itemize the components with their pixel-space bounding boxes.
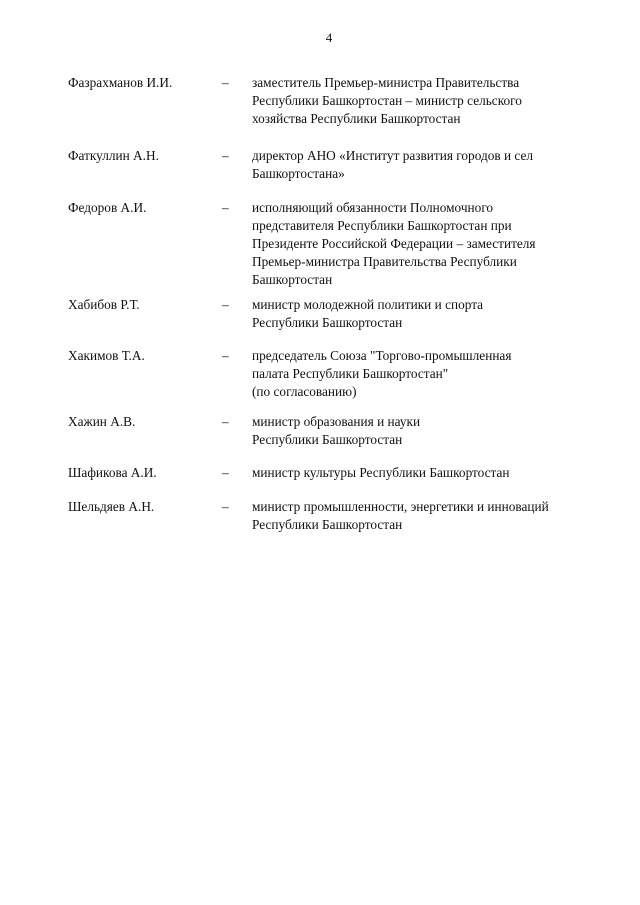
description-line: заместитель Премьер-министра Правительства (252, 75, 520, 90)
person-name: Фаткуллин А.Н. (68, 148, 159, 163)
description-line: Президенте Российской Федерации – заместителя (252, 236, 536, 251)
person-name: Шафикова А.И. (68, 465, 157, 480)
description-line: Премьер-министра Правительства Республики (252, 254, 517, 269)
description-line: хозяйства Республики Башкортостан (252, 111, 461, 126)
description-line: представителя Республики Башкортостан при (252, 218, 512, 233)
description-line: председатель Союза "Торгово-промышленная (252, 348, 512, 363)
position-description (252, 464, 622, 482)
description-line: министр образования и науки (252, 414, 421, 429)
description-line: директор АНО «Институт развития городов и сел (252, 148, 534, 163)
person-name: Хажин А.В. (68, 414, 136, 429)
person-name: Хакимов Т.А. (68, 348, 145, 363)
description-line: министр культуры Республики Башкортостан (252, 465, 510, 480)
description-line: министр молодежной политики и спорта (252, 297, 484, 312)
description-line: Республики Башкортостан – министр сельского (252, 93, 522, 108)
description-line: Башкортостан (252, 272, 333, 287)
separator-dash: – (222, 200, 229, 215)
person-name: Шельдяев А.Н. (68, 499, 155, 514)
position-description (252, 413, 622, 449)
position-description (252, 296, 622, 332)
separator-dash: – (222, 499, 229, 514)
description-line: палата Республики Башкортостан" (252, 366, 449, 381)
description-line: Республики Башкортостан (252, 315, 403, 330)
page-number: 4 (325, 30, 333, 45)
description-line: исполняющий обязанности Полномочного (252, 200, 494, 215)
position-description (252, 74, 622, 128)
position-description (252, 147, 622, 183)
description-line: Республики Башкортостан (252, 517, 403, 532)
separator-dash: – (222, 414, 229, 429)
separator-dash: – (222, 75, 229, 90)
description-line: Республики Башкортостан (252, 432, 403, 447)
position-description (252, 199, 622, 289)
description-line: министр промышленности, энергетики и инноваций (252, 499, 549, 514)
position-description (252, 347, 622, 401)
person-name: Федоров А.И. (68, 200, 147, 215)
separator-dash: – (222, 348, 229, 363)
description-line: (по согласованию) (252, 384, 357, 399)
separator-dash: – (222, 465, 229, 480)
description-line: Башкортостана» (252, 166, 345, 181)
person-name: Фазрахманов И.И. (68, 75, 173, 90)
separator-dash: – (222, 148, 229, 163)
separator-dash: – (222, 297, 229, 312)
position-description (252, 498, 622, 534)
person-name: Хабибов Р.Т. (68, 297, 140, 312)
